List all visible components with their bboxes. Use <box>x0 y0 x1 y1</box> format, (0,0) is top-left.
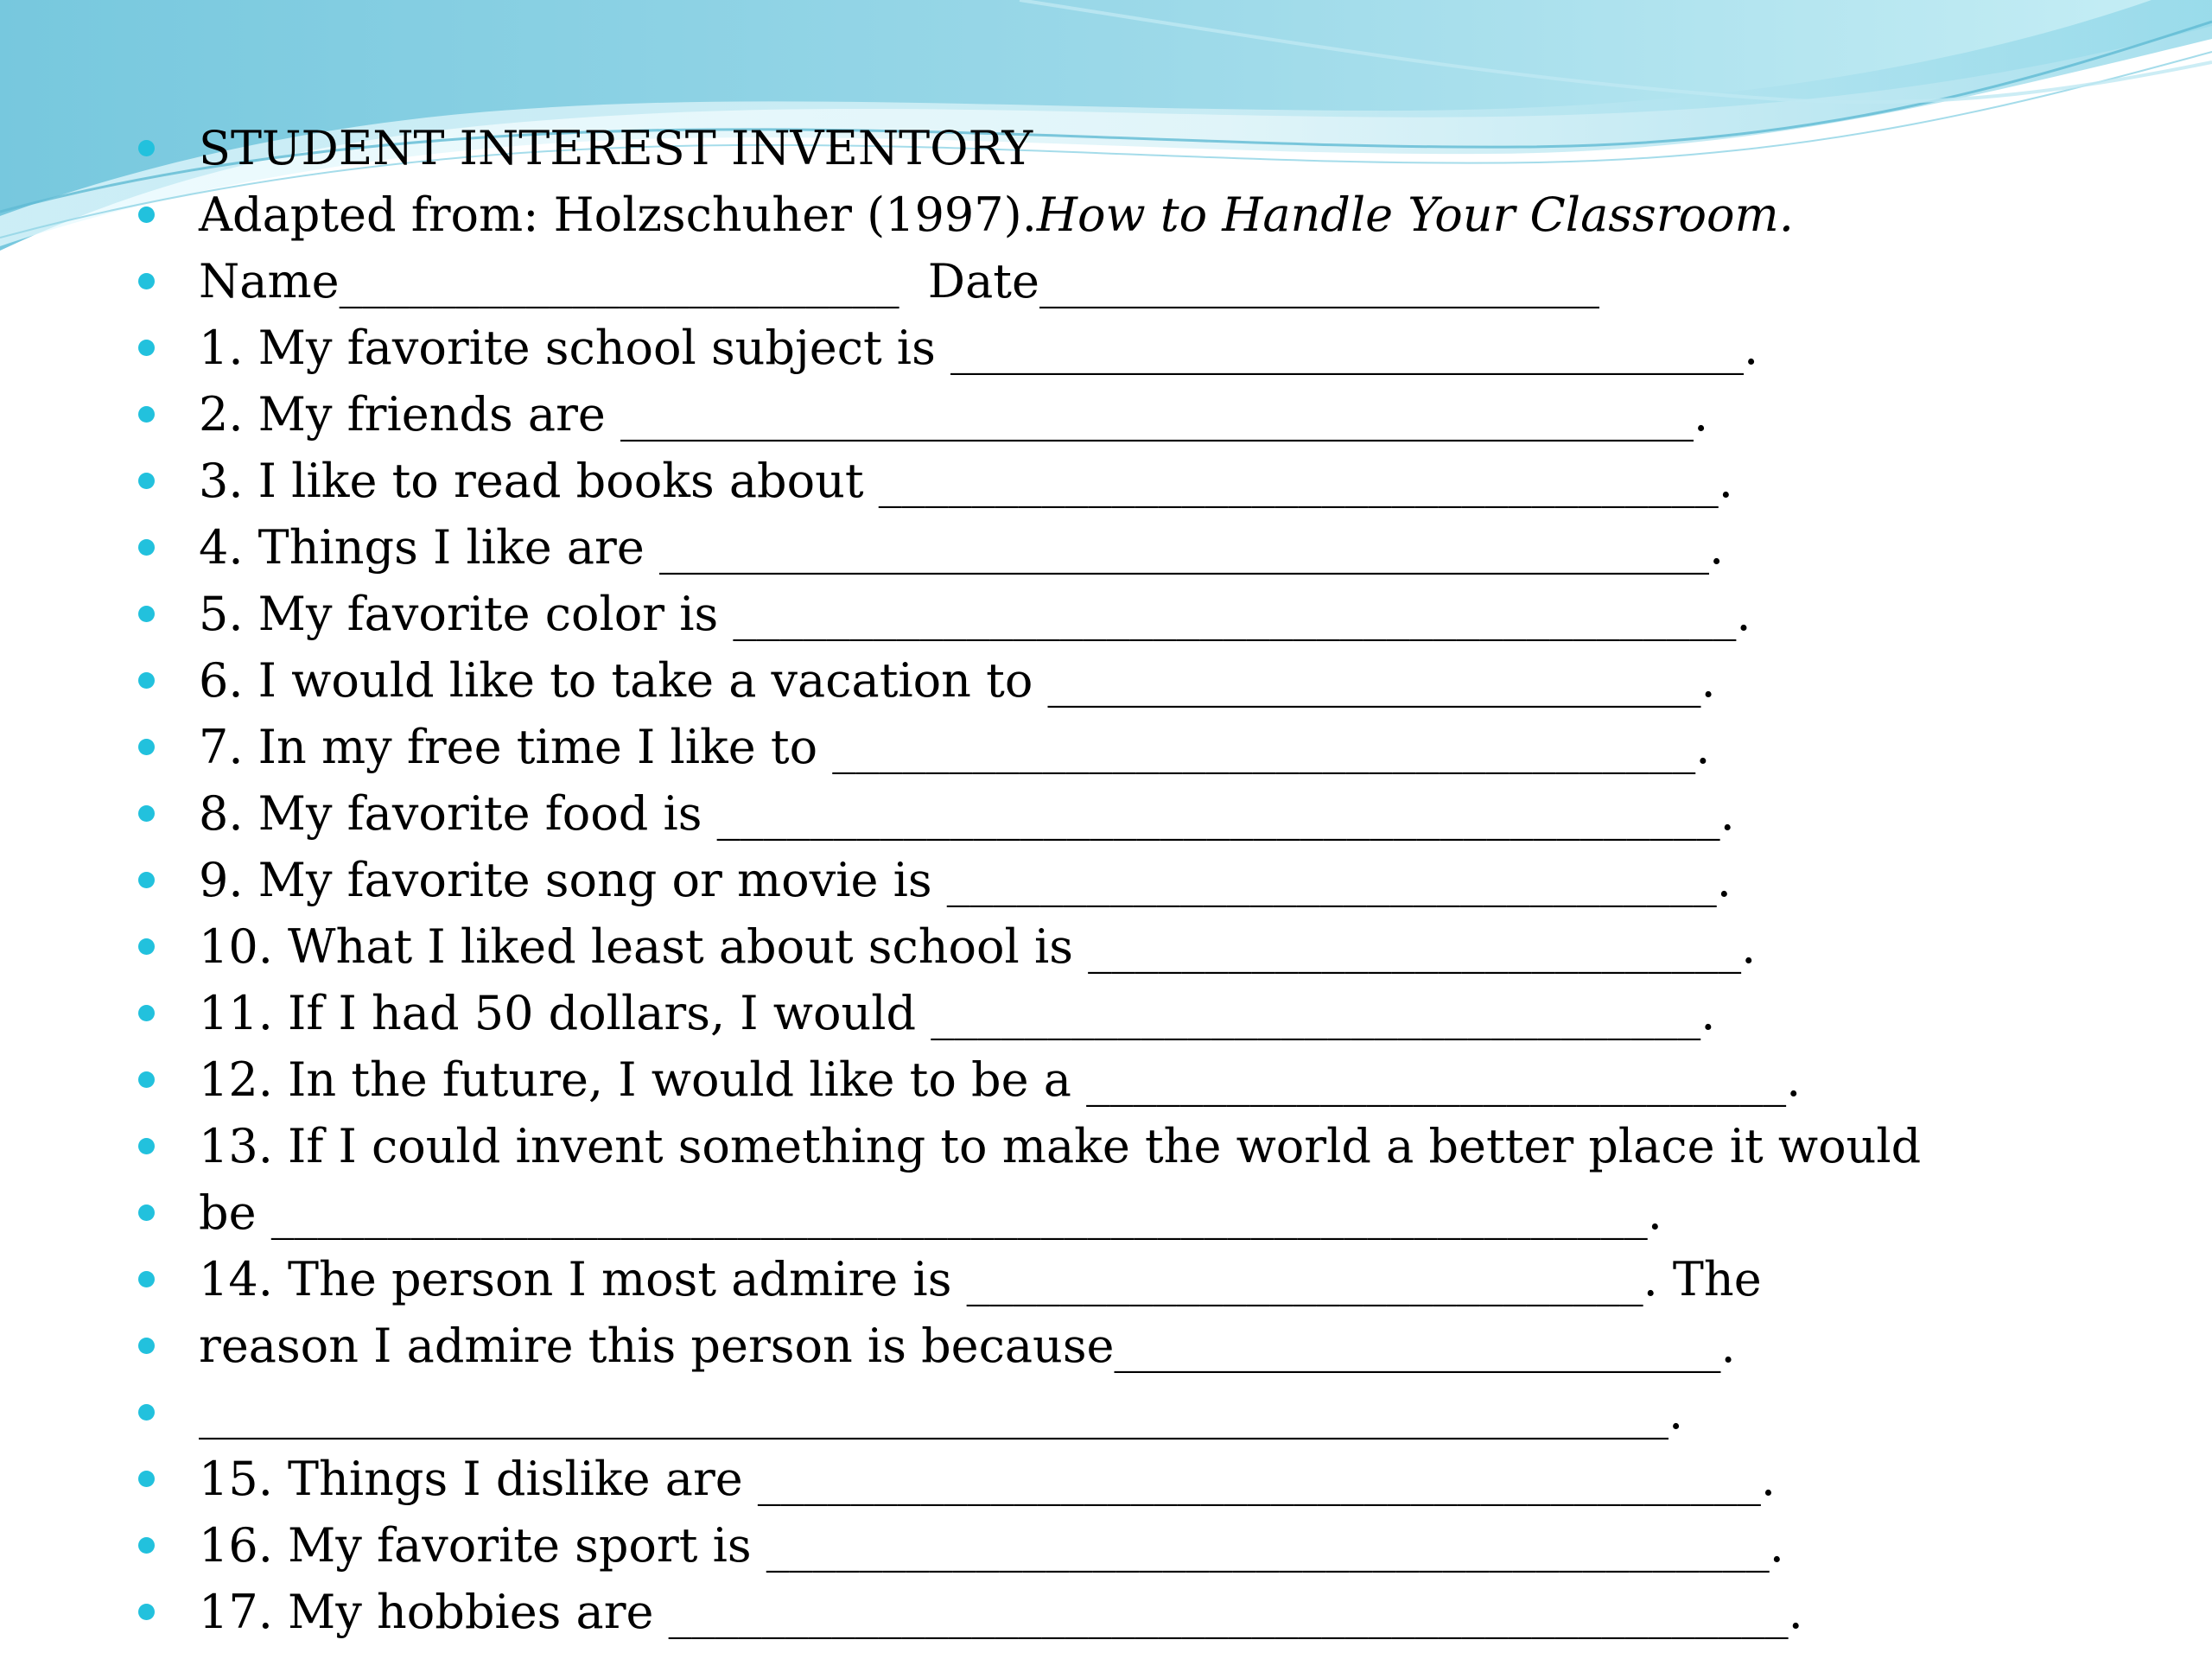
worksheet-title-row <box>130 115 2143 181</box>
worksheet-line <box>130 1313 2143 1379</box>
bullet-icon <box>138 1471 155 1487</box>
question-text: 13. If I could invent something to make the world a better place it would <box>199 1119 1922 1173</box>
worksheet-line <box>130 1512 2143 1579</box>
question-text: 7. In my free time I like to _____________________________________. <box>199 720 1711 774</box>
worksheet-line <box>130 448 2143 514</box>
worksheet-line <box>130 514 2143 581</box>
question-text: 8. My favorite food is ___________________________________________. <box>199 786 1735 841</box>
name-date-row <box>130 248 2143 315</box>
worksheet-line <box>130 780 2143 847</box>
question-text: 4. Things I like are _____________________________________________. <box>199 520 1725 575</box>
bullet-icon <box>138 872 155 888</box>
bullet-icon <box>138 1071 155 1088</box>
question-text: 12. In the future, I would like to be a ______________________________. <box>199 1052 1802 1107</box>
bullet-icon <box>138 739 155 755</box>
question-text: 14. The person I most admire is _____________________________. The <box>199 1252 1762 1306</box>
worksheet-title: STUDENT INTEREST INVENTORY <box>199 121 1033 175</box>
bullet-icon <box>138 938 155 955</box>
bullet-icon <box>138 1138 155 1154</box>
bullet-icon <box>138 207 155 223</box>
worksheet-line <box>130 1179 2143 1246</box>
bullet-icon <box>138 1205 155 1221</box>
question-text: 9. My favorite song or movie is _________________________________. <box>199 853 1732 907</box>
worksheet-line <box>130 1246 2143 1313</box>
bullet-icon <box>138 1271 155 1287</box>
worksheet-line <box>130 315 2143 381</box>
date-label: Date <box>927 254 1039 308</box>
worksheet-line <box>130 647 2143 714</box>
worksheet-content <box>130 115 2143 1645</box>
worksheet-line <box>130 1579 2143 1645</box>
question-text: 1. My favorite school subject is __________________________________. <box>199 321 1759 375</box>
worksheet-line <box>130 1046 2143 1113</box>
worksheet-line <box>130 913 2143 980</box>
source-row <box>130 181 2143 248</box>
bullet-icon <box>138 273 155 289</box>
question-text: 11. If I had 50 dollars, I would _________________________________. <box>199 986 1716 1040</box>
question-text: 5. My favorite color is ___________________________________________. <box>199 587 1751 641</box>
bullet-icon <box>138 340 155 356</box>
worksheet-line <box>130 1446 2143 1512</box>
worksheet-line <box>130 714 2143 780</box>
worksheet-line <box>130 847 2143 913</box>
source-book-title: How to Handle Your Classroom. <box>1036 188 1794 242</box>
question-text: 15. Things I dislike are ___________________________________________. <box>199 1452 1777 1506</box>
worksheet-line <box>130 381 2143 448</box>
question-text: 17. My hobbies are ________________________________________________. <box>199 1585 1803 1639</box>
bullet-icon <box>138 606 155 622</box>
question-text: 3. I like to read books about ____________________________________. <box>199 454 1733 508</box>
bullet-icon <box>138 473 155 489</box>
date-blank: ________________________ <box>1039 254 1599 308</box>
question-text: reason I admire this person is because__________________________. <box>199 1319 1736 1373</box>
name-label: Name <box>199 254 340 308</box>
bullet-icon <box>138 1604 155 1620</box>
bullet-icon <box>138 406 155 423</box>
bullet-icon <box>138 1005 155 1021</box>
worksheet-bullet-list <box>130 115 2143 1645</box>
worksheet-line <box>130 1379 2143 1446</box>
question-text: _______________________________________________________________. <box>199 1385 1684 1440</box>
worksheet-line <box>130 1113 2143 1179</box>
worksheet-line <box>130 581 2143 647</box>
bullet-icon <box>138 1404 155 1421</box>
source-prefix: Adapted from: Holzschuher (1997). <box>199 188 1037 242</box>
name-blank: ________________________ <box>339 254 899 308</box>
question-text: 16. My favorite sport is ___________________________________________. <box>199 1518 1784 1573</box>
question-text: 10. What I liked least about school is ____________________________. <box>199 919 1757 974</box>
bullet-icon <box>138 805 155 822</box>
question-text: 6. I would like to take a vacation to ____________________________. <box>199 653 1716 708</box>
bullet-icon <box>138 140 155 156</box>
question-text: be ___________________________________________________________. <box>199 1185 1662 1240</box>
bullet-icon <box>138 672 155 689</box>
bullet-icon <box>138 1338 155 1354</box>
bullet-icon <box>138 1537 155 1554</box>
worksheet-line <box>130 980 2143 1046</box>
bullet-icon <box>138 539 155 556</box>
question-text: 2. My friends are ______________________________________________. <box>199 387 1709 442</box>
